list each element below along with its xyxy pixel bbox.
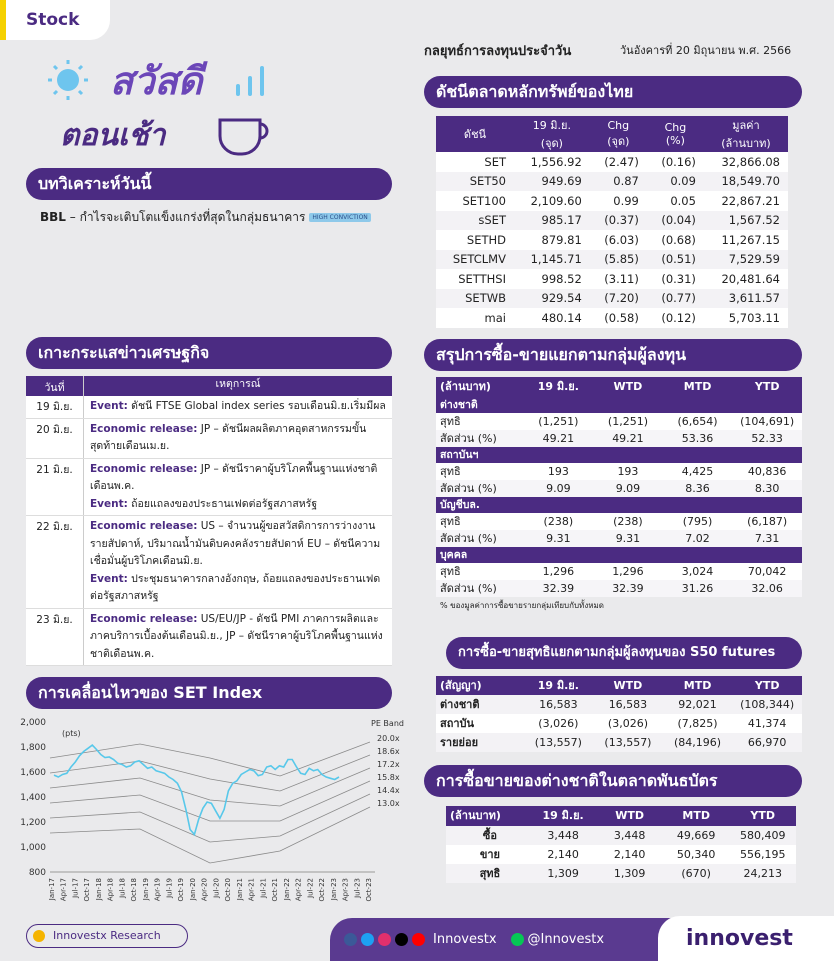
table-row: สถาบัน (3,026) (3,026) (7,825) 41,374 xyxy=(436,714,802,733)
x-tick-label: Jul-18 xyxy=(118,878,127,898)
news-row: 22 มิ.ย. Economic release: US – จำนวนผู้ขอสวัสดิการการว่างงานรายสัปดาห์, ปริมาณน้ำมันดิบคงคลังรายสัปดาห์ EU – ดัชนีความเชื่อมั่นผู้บริโภคเดือนมิ.ย. Event: ประชุมธนาคารกลางอังกฤษ, ถ้อยแถลงของประธานเฟดต่อรัฐสภาสหรัฐ xyxy=(26,516,392,609)
y-tick-label: 1,000 xyxy=(20,843,46,853)
x-tick-label: Oct-17 xyxy=(83,878,92,902)
brand-logo: innovest xyxy=(658,916,834,961)
x-tick-label: Jan-18 xyxy=(94,878,103,901)
pe-band-label: 18.6x xyxy=(377,747,400,756)
youtube-icon[interactable] xyxy=(412,933,425,946)
news-title: เกาะกระแสข่าวเศรษฐกิจ xyxy=(26,337,392,369)
x-tick-label: Apr-23 xyxy=(341,878,350,902)
futures-table: (สัญญา) 19 มิ.ย. WTD MTD YTD ต่างชาติ 16,583 16,583 92,021 (108,344) สถาบัน (3,026) (3,026) (7,825) 41,374 รายย่อย (13,557) (13,557) (84,196) 66,970 xyxy=(436,676,802,752)
futures-title: การซื้อ-ขายสุทธิแยกตามกลุ่มผู้ลงทุนของ S50 futures xyxy=(446,637,802,669)
analysis-text: – กำไรจะเติบโตแข็งแกร่งที่สุดในกลุ่มธนาคาร xyxy=(65,210,306,224)
x-tick-label: Jan-19 xyxy=(141,878,150,901)
col-header: มูลค่า (ล้านบาท) xyxy=(704,116,788,152)
table-row: รายย่อย (13,557) (13,557) (84,196) 66,970 xyxy=(436,733,802,752)
col-header: 19 มิ.ย. (จุด) xyxy=(514,116,590,152)
instagram-icon[interactable] xyxy=(378,933,391,946)
y-tick-label: 1,400 xyxy=(20,793,46,803)
table-row: ขาย 2,140 2,140 50,340 556,195 xyxy=(446,845,796,864)
social-links xyxy=(344,932,604,947)
strategy-title: กลยุทธ์การลงทุนประจำวัน xyxy=(424,44,572,59)
x-tick-label: Apr-19 xyxy=(153,878,162,902)
x-tick-label: Oct-22 xyxy=(318,878,327,902)
flows-table: (ล้านบาท) 19 มิ.ย. WTD MTD YTD ต่างชาติ สุทธิ (1,251) (1,251) (6,654) (104,691) สัดส่วน (%) 49.21 49.21 53.36 52.33 สถาบันฯ สุทธิ 193 193 4,425 40,836 สัดส่วน (%) 9.09 9.09 8.36 8.30 บัญชีบล. สุทธิ (238) (238) (795) (6,187) สัดส่วน (%) 9.31 9.31 7.02 7.31 บุคคล สุทธิ 1,296 1,296 3,024 70,042 สัดส่วน (%) 32.39 32.39 31.26 32.06 % ของมูลค่าการซื้อขายรายกลุ่มเทียบกับทั้งหมด xyxy=(436,377,802,614)
magnifier-icon xyxy=(33,930,45,942)
bonds-title: การซื้อขายของต่างชาติในตลาดพันธบัตร xyxy=(424,765,802,797)
flows-title: สรุปการซื้อ-ขายแยกตามกลุ่มผู้ลงทุน xyxy=(424,339,802,371)
line-icon[interactable] xyxy=(511,933,524,946)
x-tick-label: Jul-22 xyxy=(306,878,315,898)
flow-group: บุคคล สุทธิ 1,296 1,296 3,024 70,042 สัดส่วน (%) 32.39 32.39 31.26 32.06 xyxy=(436,547,802,597)
set-index-line xyxy=(54,745,339,834)
table-row: SETCLMV 1,145.71 (5.85) (0.51) 7,529.59 xyxy=(436,250,788,270)
table-row: SET50 949.69 0.87 0.09 18,549.70 xyxy=(436,172,788,192)
news-row: 23 มิ.ย. Economic release: US/EU/JP - ดัชนี PMI ภาคการผลิตและภาคบริการเบื้องต้นเดือนมิ.ย., JP – ดัชนีราคาผู้บริโภคพื้นฐานแห่งชาติเดือนพ.ค. xyxy=(26,609,392,667)
table-row: SETHD 879.81 (6.03) (0.68) 11,267.15 xyxy=(436,230,788,250)
flow-group: สถาบันฯ สุทธิ 193 193 4,425 40,836 สัดส่วน (%) 9.09 9.09 8.36 8.30 xyxy=(436,447,802,497)
pe-band-label: 14.4x xyxy=(377,786,400,795)
table-row: mai 480.14 (0.58) (0.12) 5,703.11 xyxy=(436,308,788,328)
index-table-title: ดัชนีตลาดหลักทรัพย์ของไทย xyxy=(424,76,802,108)
y-tick-label: 800 xyxy=(28,868,46,878)
y-tick-label: 1,200 xyxy=(20,818,46,828)
col-header: เหตุการณ์ xyxy=(215,378,261,390)
index-table xyxy=(436,116,788,328)
x-tick-label: Oct-20 xyxy=(224,878,233,902)
flows-note: % ของมูลค่าการซื้อขายรายกลุ่มเทียบกับทั้งหมด xyxy=(440,601,604,610)
table-row: SETTHSI 998.52 (3.11) (0.31) 20,481.64 xyxy=(436,269,788,289)
x-tick-label: Jul-19 xyxy=(165,878,174,898)
x-tick-label: Jan-21 xyxy=(235,878,244,901)
high-conviction-badge: HIGH CONVICTION xyxy=(309,213,370,222)
x-tick-label: Apr-20 xyxy=(200,878,209,902)
y-tick-label: 1,600 xyxy=(20,768,46,778)
pe-band-title: PE Band xyxy=(371,719,404,728)
y-tick-label: 1,800 xyxy=(20,743,46,753)
x-tick-label: Jan-17 xyxy=(48,878,56,901)
x-tick-label: Apr-22 xyxy=(294,878,303,902)
flow-group: บัญชีบล. สุทธิ (238) (238) (795) (6,187) สัดส่วน (%) 9.31 9.31 7.02 7.31 xyxy=(436,497,802,547)
table-row: SET100 2,109.60 0.99 0.05 22,867.21 xyxy=(436,191,788,211)
greeting-line2: ตอนเช้า xyxy=(60,118,166,153)
news-row: 21 มิ.ย. Economic release: JP – ดัชนีราคาผู้บริโภคพื้นฐานแห่งชาติ เดือนพ.ค. Event: ถ้อยแถลงของประธานเฟดต่อรัฐสภาสหรัฐ xyxy=(26,459,392,517)
greeting-line1: สวัสดี xyxy=(110,59,203,103)
research-label: Innovestx Research xyxy=(26,924,188,948)
bonds-table: (ล้านบาท) 19 มิ.ย. WTD MTD YTD ซื้อ 3,448 3,448 49,669 580,409 ขาย 2,140 2,140 50,340 556,195 สุทธิ 1,309 1,309 (670) 24,213 xyxy=(446,806,796,883)
x-tick-label: Jul-17 xyxy=(71,878,80,898)
x-tick-label: Jul-20 xyxy=(212,878,221,898)
pe-band-label: 15.8x xyxy=(377,773,400,782)
table-row: ต่างชาติ 16,583 16,583 92,021 (108,344) xyxy=(436,695,802,714)
pe-band-label: 17.2x xyxy=(377,760,400,769)
x-tick-label: Oct-21 xyxy=(271,878,280,902)
pe-band-line xyxy=(50,742,370,776)
twitter-icon[interactable] xyxy=(361,933,374,946)
pe-band-line xyxy=(50,794,370,842)
line-handle: @Innovestx xyxy=(527,932,605,947)
x-tick-label: Oct-18 xyxy=(130,878,139,902)
x-tick-label: Oct-23 xyxy=(365,878,373,902)
analysis-title: บทวิเคราะห์วันนี้ xyxy=(26,168,392,200)
facebook-icon[interactable] xyxy=(344,933,357,946)
x-tick-label: Jul-21 xyxy=(259,878,268,898)
col-header: Chg (%) xyxy=(647,116,704,152)
pe-band-label: 20.0x xyxy=(377,734,400,743)
table-row: ซื้อ 3,448 3,448 49,669 580,409 xyxy=(446,826,796,845)
col-header: วันที่ xyxy=(26,376,84,396)
table-row: SET 1,556.92 (2.47) (0.16) 32,866.08 xyxy=(436,152,788,172)
x-tick-label: Apr-21 xyxy=(247,878,256,902)
pe-band-line xyxy=(50,807,370,863)
x-tick-label: Apr-17 xyxy=(59,878,68,902)
chart-title: การเคลื่อนไหวของ SET Index xyxy=(26,677,392,709)
report-date: วันอังคารที่ 20 มิถุนายน พ.ศ. 2566 xyxy=(620,44,792,57)
table-row: SETWB 929.54 (7.20) (0.77) 3,611.57 xyxy=(436,289,788,309)
flow-group: ต่างชาติ สุทธิ (1,251) (1,251) (6,654) (104,691) สัดส่วน (%) 49.21 49.21 53.36 52.33 xyxy=(436,397,802,447)
x-tick-label: Apr-18 xyxy=(106,878,115,902)
table-row: sSET 985.17 (0.37) (0.04) 1,567.52 xyxy=(436,211,788,231)
news-row: 20 มิ.ย. Economic release: JP – ดัชนีผลผลิตภาคอุตสาหกรรมขั้นสุดท้ายเดือนเม.ย. xyxy=(26,419,392,459)
table-row: สุทธิ 1,309 1,309 (670) 24,213 xyxy=(446,864,796,883)
x-tick-label: Jul-23 xyxy=(353,878,362,898)
x-tick-label: Jan-20 xyxy=(188,878,197,901)
col-header: ดัชนี xyxy=(436,116,514,152)
set-index-chart xyxy=(10,714,410,914)
x-tick-label: Jan-23 xyxy=(329,878,338,901)
x-tick-label: Oct-19 xyxy=(177,878,186,902)
analysis-stock: BBL xyxy=(40,210,66,224)
news-table xyxy=(26,376,392,666)
y-tick-label: 2,000 xyxy=(20,718,46,728)
stock-tag: Stock xyxy=(0,0,110,40)
news-row: 19 มิ.ย. Event: ดัชนี FTSE Global index series รอบเดือนมิ.ย.เริ่มมีผล xyxy=(26,396,392,419)
social-handle: Innovestx xyxy=(433,932,497,947)
analysis-line xyxy=(40,208,371,227)
x-tick-label: Jan-22 xyxy=(282,878,291,901)
pe-band-label: 13.0x xyxy=(377,799,400,808)
col-header: Chg (จุด) xyxy=(590,116,647,152)
tiktok-icon[interactable] xyxy=(395,933,408,946)
y-axis-label: (pts) xyxy=(62,729,81,738)
